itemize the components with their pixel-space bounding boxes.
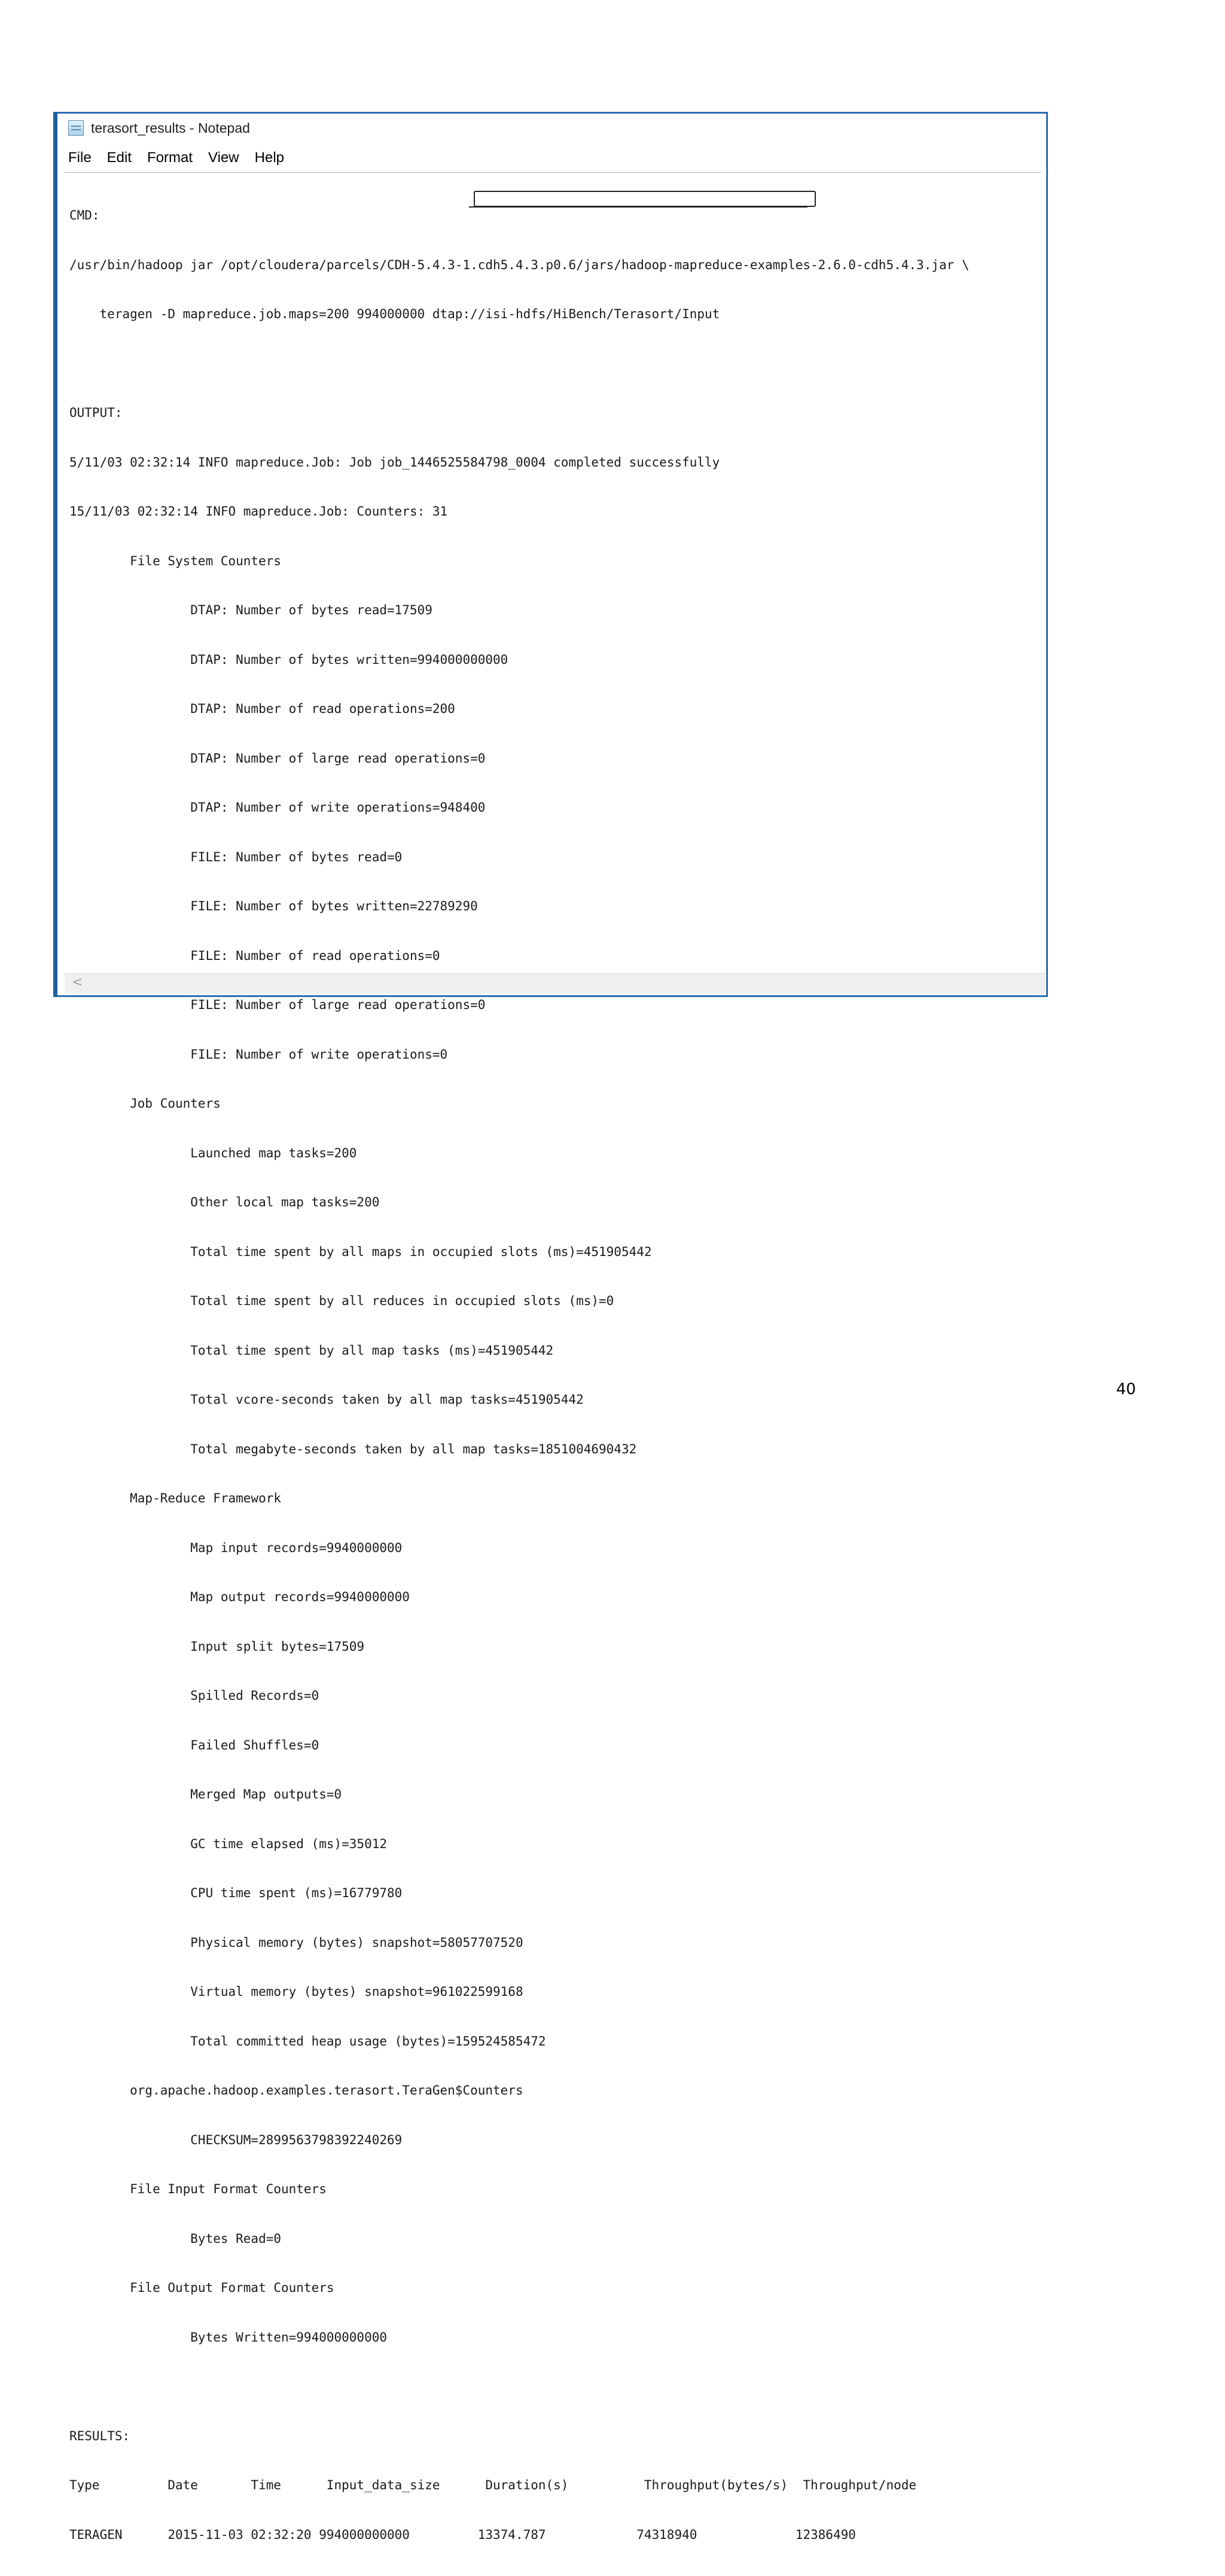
text-line: Launched map tasks=200 <box>69 1145 357 1160</box>
menu-format[interactable]: Format <box>147 150 193 166</box>
document-text <box>65 173 1041 2576</box>
menu-file[interactable]: File <box>68 150 92 166</box>
menu-edit[interactable]: Edit <box>106 150 132 166</box>
text-line: OUTPUT: <box>69 406 123 420</box>
text-line: File Input Format Counters <box>69 2182 327 2196</box>
text-line: FILE: Number of bytes written=22789290 <box>69 899 478 913</box>
text-line: Total time spent by all maps in occupied slots (ms)=451905442 <box>69 1244 652 1259</box>
text-line: RESULTS: <box>69 2428 130 2443</box>
notepad-icon <box>68 120 84 136</box>
text-line: Bytes Written=994000000000 <box>69 2330 388 2345</box>
text-line: org.apache.hadoop.examples.terasort.TeraGen$Counters <box>69 2083 523 2098</box>
text-line: Job Counters <box>69 1096 221 1111</box>
text-line: Merged Map outputs=0 <box>69 1787 342 1801</box>
title-bar[interactable] <box>65 114 1046 142</box>
text-line: DTAP: Number of read operations=200 <box>69 702 455 716</box>
menu-view[interactable]: View <box>208 150 239 166</box>
menu-bar <box>65 145 1046 171</box>
text-line: Spilled Records=0 <box>69 1688 319 1703</box>
text-line: Physical memory (bytes) snapshot=58057707520 <box>69 1935 523 1950</box>
text-line: Other local map tasks=200 <box>69 1195 380 1209</box>
text-line: Total time spent by all reduces in occupied slots (ms)=0 <box>69 1294 614 1308</box>
text-line: /usr/bin/hadoop jar /opt/cloudera/parcels/CDH-5.4.3-1.cdh5.4.3.p0.6/jars/hadoop-mapreduce-examples-2.6.0-cdh5.4.3.jar \ <box>69 257 970 272</box>
text-line: DTAP: Number of bytes written=994000000000 <box>69 652 508 667</box>
text-line: File Output Format Counters <box>69 2281 334 2295</box>
text-line: Input split bytes=17509 <box>69 1639 365 1654</box>
text-line: GC time elapsed (ms)=35012 <box>69 1836 388 1851</box>
text-line: CHECKSUM=2899563798392240269 <box>69 2132 403 2147</box>
text-line <box>69 2379 1041 2395</box>
text-line: TERAGEN 2015-11-03 02:32:20 994000000000 13374.787 74318940 12386490 <box>69 2527 856 2542</box>
window-title: terasort_results - Notepad <box>91 120 250 136</box>
text-line: FILE: Number of bytes read=0 <box>69 849 403 864</box>
text-line: Total committed heap usage (bytes)=159524585472 <box>69 2034 546 2048</box>
text-line: File System Counters <box>69 553 282 568</box>
text-editor[interactable] <box>65 172 1041 2542</box>
text-line: Map input records=9940000000 <box>69 1540 403 1555</box>
notepad-window <box>53 112 1048 2542</box>
text-line: Bytes Read=0 <box>69 2231 282 2246</box>
text-line: DTAP: Number of large read operations=0 <box>69 751 486 766</box>
scroll-left-icon[interactable]: < <box>72 975 83 990</box>
text-line: Total vcore-seconds taken by all map tasks=451905442 <box>69 1392 584 1407</box>
text-line: 15/11/03 02:32:14 INFO mapreduce.Job: Counters: 31 <box>69 504 448 519</box>
page-number: 40 <box>1116 1380 1136 1398</box>
text-line: FILE: Number of write operations=0 <box>69 1047 448 1062</box>
text-line: Map output records=9940000000 <box>69 1590 410 1604</box>
text-line <box>69 356 1041 373</box>
text-line: Virtual memory (bytes) snapshot=961022599168 <box>69 1984 523 1999</box>
text-line: Type Date Time Input_data_size Duration(s) Throughput(bytes/s) Throughput/node <box>69 2478 917 2492</box>
text-line: FILE: Number of read operations=0 <box>69 948 440 963</box>
text-line: Map-Reduce Framework <box>69 1491 282 1505</box>
text-line: CPU time spent (ms)=16779780 <box>69 1886 403 1900</box>
text-line: Total megabyte-seconds taken by all map tasks=1851004690432 <box>69 1441 637 1456</box>
text-line: teragen -D mapreduce.job.maps=200 994000000 dtap://isi-hdfs/HiBench/Terasort/Input <box>69 307 720 321</box>
text-line: Failed Shuffles=0 <box>69 1737 319 1752</box>
text-line: DTAP: Number of bytes read=17509 <box>69 603 432 617</box>
highlight-box <box>474 191 816 207</box>
text-line: Total time spent by all map tasks (ms)=451905442 <box>69 1343 554 1358</box>
menu-help[interactable]: Help <box>254 150 284 166</box>
text-line: DTAP: Number of write operations=948400 <box>69 800 486 815</box>
horizontal-scrollbar[interactable] <box>65 973 1045 994</box>
text-line: CMD: <box>69 208 100 222</box>
text-line: FILE: Number of large read operations=0 <box>69 998 486 1012</box>
text-line: 5/11/03 02:32:14 INFO mapreduce.Job: Job job_1446525584798_0004 completed successfully <box>69 455 720 470</box>
